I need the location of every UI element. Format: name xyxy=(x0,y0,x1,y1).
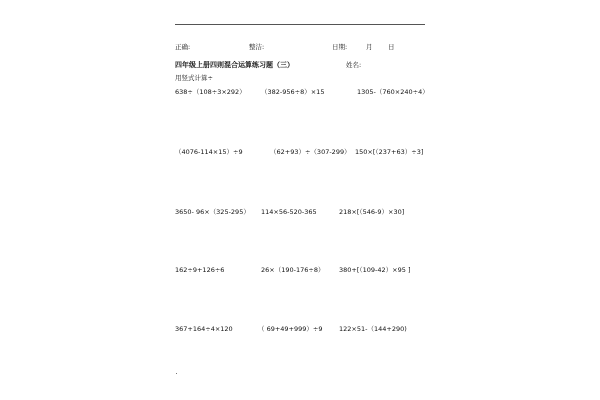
problem-2-1: （4076-114×15）÷9 xyxy=(175,148,243,156)
worksheet-title: 四年级上册四则混合运算练习题（三） xyxy=(175,61,294,69)
problem-2-3: 150×[（237+63）÷3] xyxy=(355,148,424,156)
problem-3-3: 218×[（546-9）×30] xyxy=(339,208,405,216)
problem-1-1: 638÷（108÷3×292） xyxy=(175,88,246,96)
tidy-label: 整洁: xyxy=(249,43,265,51)
problem-2-2: （62+93）÷（307-299） xyxy=(270,148,351,156)
problem-4-1: 162÷9+126÷6 xyxy=(175,266,225,274)
problem-1-3: 1305-（760×240÷4） xyxy=(357,88,429,96)
problem-5-3: 122×51-（144+290) xyxy=(339,325,407,333)
name-label: 姓名: xyxy=(346,61,362,69)
date-label: 日期: xyxy=(332,43,348,51)
problem-3-2: 114×56-520-365 xyxy=(261,208,317,216)
problem-5-2: （ 69+49+999）÷9 xyxy=(258,325,323,333)
correct-label: 正确: xyxy=(175,43,191,51)
month-label: 月 xyxy=(366,43,373,51)
problem-5-1: 367+164÷4×120 xyxy=(175,325,233,333)
problem-4-2: 26×（190-176÷8） xyxy=(261,266,325,274)
problem-1-2: （382-956÷8）×15 xyxy=(261,88,325,96)
page-mark xyxy=(176,373,177,374)
problem-4-3: 380+[（109-42）×95 ] xyxy=(339,266,411,274)
day-label: 日 xyxy=(388,43,395,51)
instruction-text: 用竖式计算÷ xyxy=(175,74,213,82)
problem-3-1: 3650- 96×（325-295） xyxy=(175,208,250,216)
top-rule xyxy=(175,24,425,25)
